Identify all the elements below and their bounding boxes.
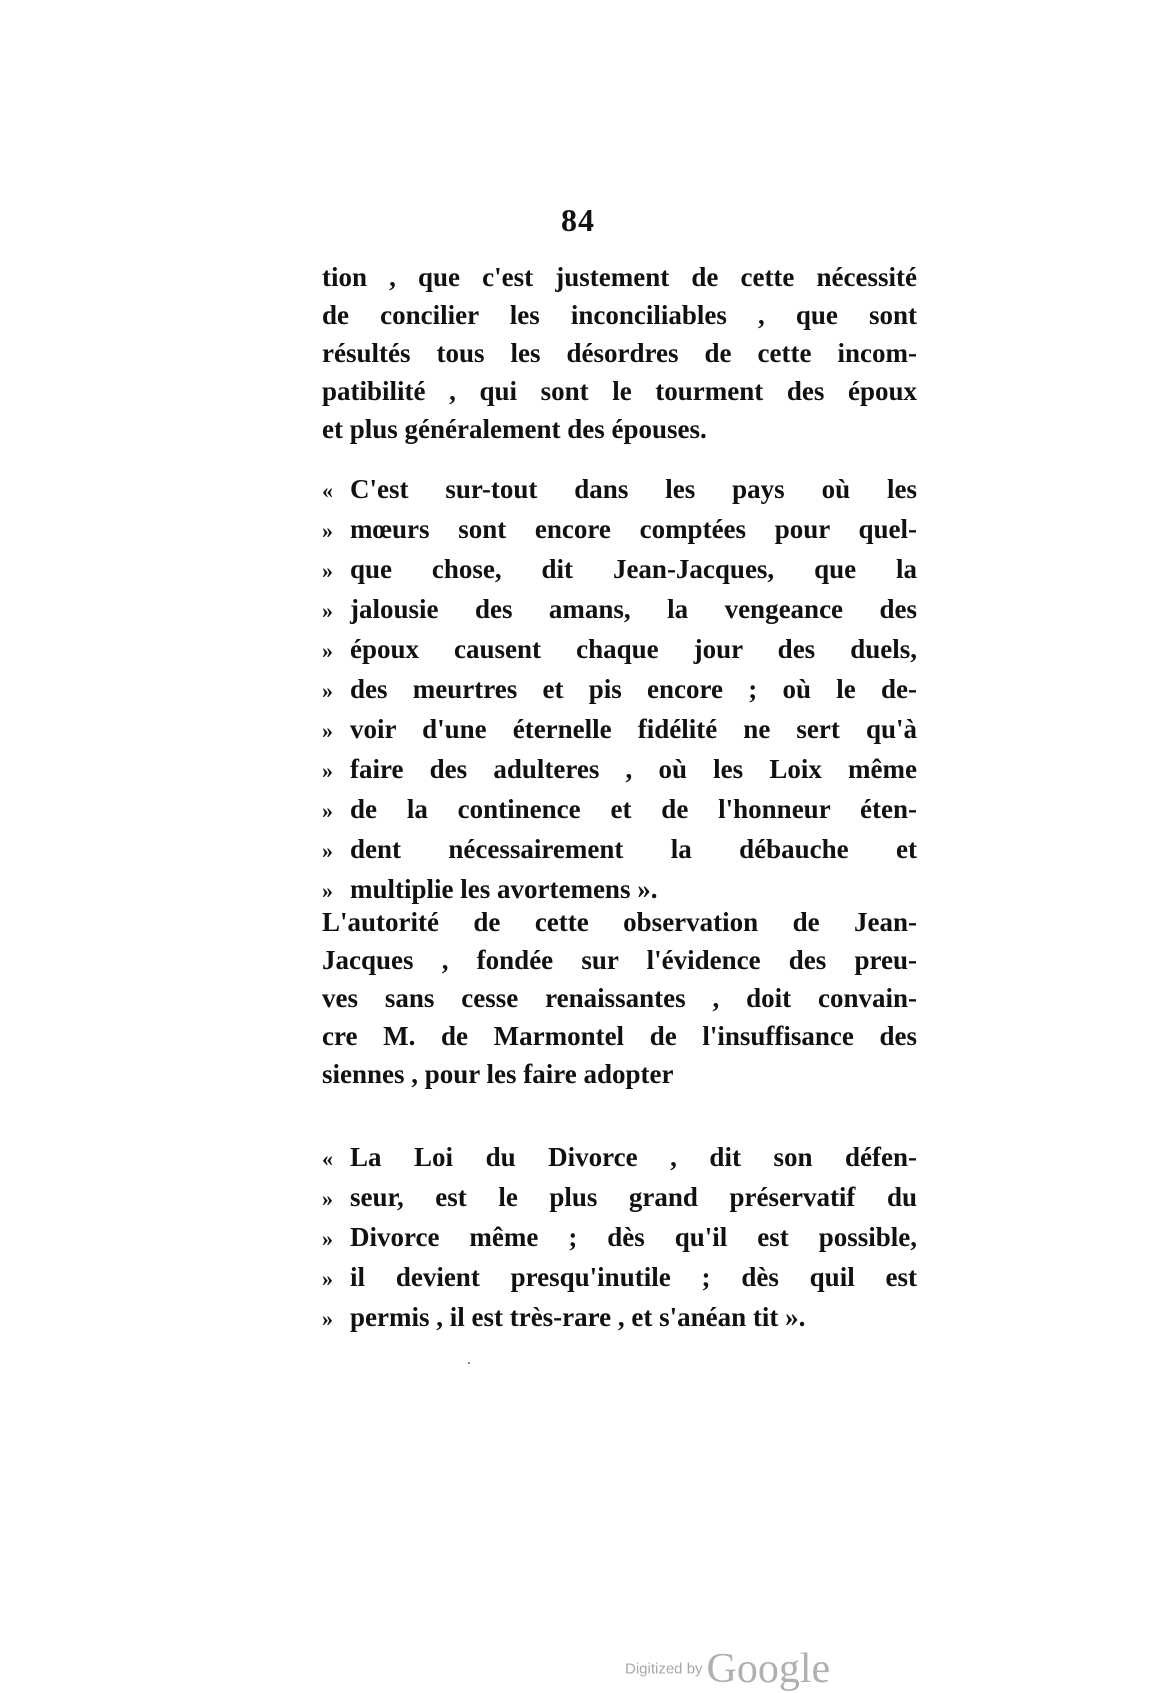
quote-line — [322, 510, 917, 550]
quote-text: multiplie les avortemens ». — [350, 874, 658, 904]
quote-line — [322, 750, 917, 790]
quotation-divorce — [322, 1138, 917, 1338]
quote-mark: « — [322, 1146, 333, 1171]
quote-mark: » — [322, 518, 333, 543]
quote-text: des meurtres et pis encore ; où le de- — [350, 674, 917, 704]
quote-text: voir d'une éternelle fidélité ne sert qu'à — [350, 714, 917, 744]
quote-text: mœurs sont encore comptées pour quel- — [350, 514, 917, 544]
quote-mark: » — [322, 558, 333, 583]
quote-line — [322, 790, 917, 830]
quote-line — [322, 590, 917, 630]
quote-text: époux causent chaque jour des duels, — [350, 634, 917, 664]
text-line: tion , que c'est justement de cette nécessité — [322, 262, 917, 292]
quote-mark: » — [322, 1186, 333, 1211]
text-line: résultés tous les désordres de cette incom- — [322, 338, 917, 368]
quotation-rousseau — [322, 470, 917, 910]
text-line: ves sans cesse renaissantes , doit convain- — [322, 983, 917, 1013]
digitized-label: Digitized by — [625, 1660, 703, 1678]
quote-mark: » — [322, 1226, 333, 1251]
digitization-watermark — [625, 1645, 830, 1693]
quote-line — [322, 630, 917, 670]
quote-line — [322, 1178, 917, 1218]
text-line: siennes , pour les faire adopter — [322, 1059, 674, 1089]
quote-text: Divorce même ; dès qu'il est possible, — [350, 1222, 917, 1252]
page-number: 84 — [561, 202, 595, 238]
text-line: L'autorité de cette observation de Jean- — [322, 907, 917, 937]
quote-mark: » — [322, 1306, 333, 1331]
quote-line — [322, 1298, 917, 1338]
quote-line — [322, 1138, 917, 1178]
quote-mark: « — [322, 478, 333, 503]
text-line: cre M. de Marmontel de l'insuffisance des — [322, 1021, 917, 1051]
quote-text: jalousie des amans, la vengeance des — [350, 594, 917, 624]
quote-text: il devient presqu'inutile ; dès quil est — [350, 1262, 917, 1292]
quote-line — [322, 710, 917, 750]
quote-text: dent nécessairement la débauche et — [350, 834, 917, 864]
quote-mark: » — [322, 638, 333, 663]
quote-mark: » — [322, 678, 333, 703]
print-speck — [468, 1362, 470, 1364]
quote-text: faire des adulteres , où les Loix même — [350, 754, 917, 784]
quote-text: La Loi du Divorce , dit son défen- — [350, 1142, 917, 1172]
google-logo: Google — [706, 1646, 831, 1692]
paragraph-3 — [322, 903, 917, 1093]
quote-mark: » — [322, 758, 333, 783]
quote-mark: » — [322, 718, 333, 743]
quote-mark: » — [322, 878, 333, 903]
paragraph-1 — [322, 258, 917, 448]
quote-text: seur, est le plus grand préservatif du — [350, 1182, 917, 1212]
text-line: de concilier les inconciliables , que sont — [322, 300, 917, 330]
quote-mark: » — [322, 798, 333, 823]
quote-mark: » — [322, 1266, 333, 1291]
quote-text: de la continence et de l'honneur éten- — [350, 794, 917, 824]
quote-line — [322, 470, 917, 510]
quote-line — [322, 670, 917, 710]
text-line: patibilité , qui sont le tourment des époux — [322, 376, 917, 406]
text-line: et plus généralement des épouses. — [322, 414, 707, 444]
quote-text: que chose, dit Jean-Jacques, que la — [350, 554, 917, 584]
quote-line — [322, 550, 917, 590]
quote-mark: » — [322, 838, 333, 863]
quote-text: C'est sur-tout dans les pays où les — [350, 474, 917, 504]
quote-line — [322, 830, 917, 870]
quote-mark: » — [322, 598, 333, 623]
text-line: Jacques , fondée sur l'évidence des preu- — [322, 945, 917, 975]
quote-text: permis , il est très-rare , et s'anéan tit ». — [350, 1302, 806, 1332]
quote-line — [322, 1218, 917, 1258]
quote-line — [322, 1258, 917, 1298]
